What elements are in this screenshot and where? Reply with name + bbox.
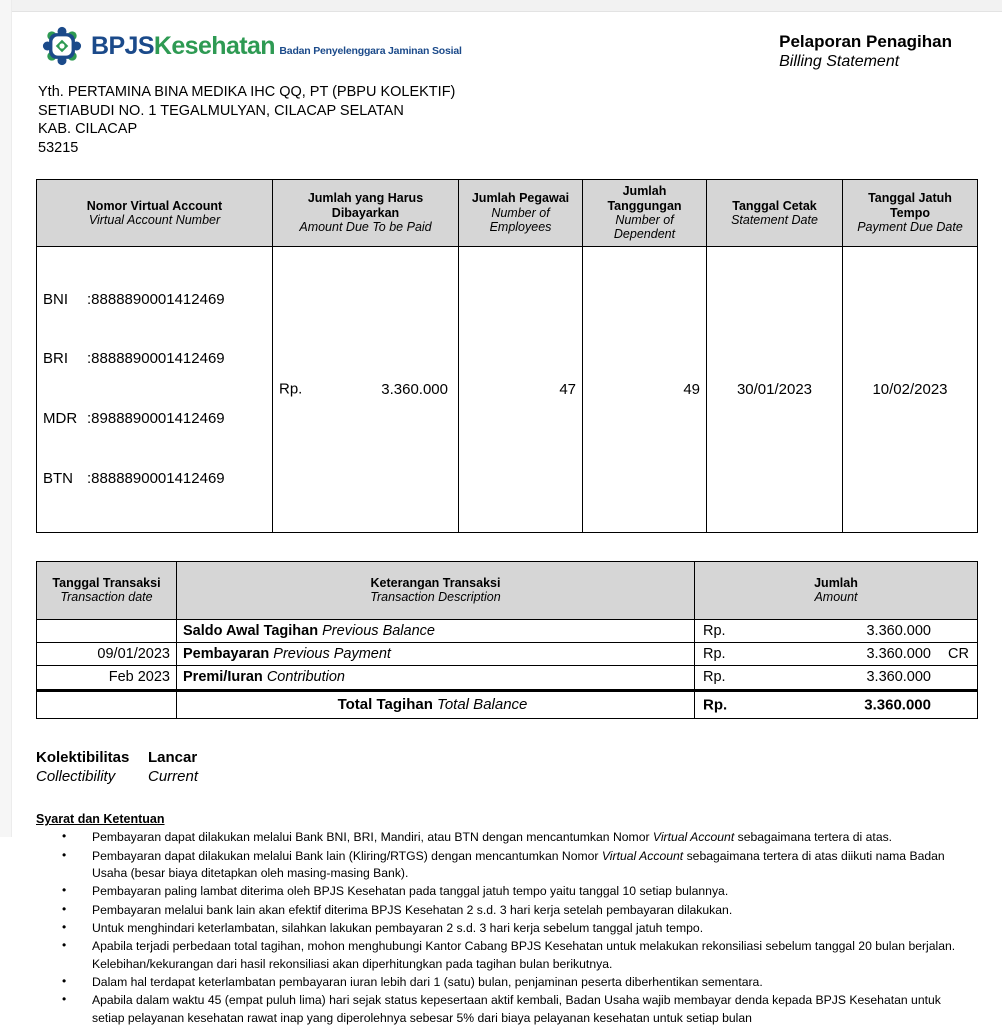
collectibility-id-row bbox=[36, 749, 974, 768]
col-transaction-description-id: Keterangan Transaksi bbox=[370, 575, 501, 590]
col-transaction-date bbox=[37, 561, 177, 619]
col-payment-due-date bbox=[843, 180, 978, 247]
collectibility-value-id: Lancar bbox=[148, 748, 198, 766]
terms-item-italic: Virtual Account bbox=[601, 848, 684, 863]
collectibility-en-row bbox=[36, 768, 974, 787]
va-number: :8888890001412469 bbox=[87, 470, 225, 487]
bpjs-name-part1: BPJS bbox=[91, 31, 154, 60]
transaction-table bbox=[36, 561, 978, 719]
col-statement-date-en: Statement Date bbox=[731, 212, 818, 227]
payment-due-date-value: 10/02/2023 bbox=[843, 246, 978, 532]
transaction-amount: 3.360.000 bbox=[866, 622, 931, 639]
col-transaction-amount bbox=[695, 561, 978, 619]
total-label bbox=[177, 690, 695, 718]
transaction-amount: 3.360.000 bbox=[866, 669, 931, 686]
col-statement-date bbox=[707, 180, 843, 247]
terms-item-pre: Apabila terjadi perbedaan total tagihan, mohon menghubungi Kantor Cabang BPJS Kesehatan untuk melakukan rekonsiliasi sebelum tanggal 20 bulan berjalan. Kelebihan/kekurangan dari hasil rekonsiliasi akan diperhitungkan pada tagihan bulan berikutnya. bbox=[92, 939, 956, 971]
bpjs-emblem-icon bbox=[42, 26, 82, 66]
col-transaction-date-id: Tanggal Transaksi bbox=[52, 575, 161, 590]
terms-item-pre: Pembayaran paling lambat diterima oleh BPJS Kesehatan pada tanggal jatuh tempo yaitu tanggal 10 setiap bulannya. bbox=[92, 884, 729, 899]
terms-item-italic: Virtual Account bbox=[652, 830, 735, 845]
col-amount-due-id: Jumlah yang Harus Dibayarkan bbox=[307, 191, 424, 220]
terms-item-post: sebagaimana tertera di atas. bbox=[734, 830, 893, 845]
virtual-account-item bbox=[43, 290, 266, 310]
terms-list bbox=[36, 829, 974, 1027]
va-bank-name: MDR bbox=[43, 410, 78, 428]
va-number: :8888890001412469 bbox=[87, 350, 225, 368]
collectibility-value-en: Current bbox=[148, 767, 199, 785]
transaction-row bbox=[37, 642, 978, 665]
transaction-date bbox=[37, 619, 177, 642]
col-amount-due bbox=[273, 180, 459, 247]
terms-item bbox=[62, 883, 974, 900]
col-amount-due-en: Amount Due To be Paid bbox=[299, 220, 432, 235]
addressee-line-4: 53215 bbox=[38, 139, 79, 156]
collectibility-label-id: Kolektibilitas bbox=[36, 748, 130, 766]
bpjs-name-part2: Kesehatan bbox=[153, 31, 275, 60]
col-number-of-employees-en: Number of Employees bbox=[489, 205, 552, 235]
virtual-account-list bbox=[43, 250, 266, 529]
terms-item-pre: Untuk menghindari keterlambatan, silahkan lakukan pembayaran 2 s.d. 3 hari kerja sebelum tanggal jatuh tempo. bbox=[92, 920, 704, 935]
terms-item-pre: Apabila dalam waktu 45 (empat puluh lima) hari sejak status kepesertaan aktif kembali, Badan Usaha wajib membayar denda kepada BPJS Kesehatan untuk setiap pelayanan kesehatan rawat inap yang diperolehnya sebesar 5% dari biaya pelayanan kesehatan untuk setiap bulan bbox=[92, 993, 941, 1025]
terms-item bbox=[62, 938, 974, 973]
terms-item bbox=[62, 992, 974, 1027]
transaction-description-id: Saldo Awal Tagihan bbox=[183, 622, 319, 639]
transaction-amount-cell bbox=[695, 619, 978, 642]
col-transaction-amount-en: Amount bbox=[814, 590, 858, 605]
col-transaction-date-en: Transaction date bbox=[60, 590, 153, 605]
terms-item bbox=[62, 920, 974, 937]
total-label-en: Total Balance bbox=[437, 696, 528, 714]
col-virtual-account-number-en: Virtual Account Number bbox=[88, 212, 221, 227]
summary-table-header-row bbox=[37, 180, 978, 247]
col-number-of-dependents bbox=[583, 180, 707, 247]
virtual-account-item bbox=[43, 349, 266, 369]
transaction-description-id: Pembayaran bbox=[183, 645, 270, 662]
transaction-description-en: Previous Balance bbox=[322, 622, 435, 639]
col-virtual-account-number bbox=[37, 180, 273, 247]
document-title-en: Billing Statement bbox=[779, 53, 900, 70]
transaction-row bbox=[37, 665, 978, 690]
document-title-block bbox=[779, 26, 974, 71]
transaction-description bbox=[177, 619, 695, 642]
transaction-currency: Rp. bbox=[703, 669, 726, 686]
transaction-table-header-row bbox=[37, 561, 978, 619]
va-bank-name: BNI bbox=[43, 290, 69, 308]
col-statement-date-id: Tanggal Cetak bbox=[732, 198, 817, 213]
virtual-account-list-cell bbox=[37, 246, 273, 532]
transaction-date: 09/01/2023 bbox=[37, 642, 177, 665]
transaction-currency: Rp. bbox=[703, 622, 726, 639]
col-number-of-dependents-id: Jumlah Tanggungan bbox=[607, 184, 682, 213]
document-title-id: Pelaporan Penagihan bbox=[779, 32, 952, 51]
transaction-amount: 3.360.000 bbox=[866, 645, 931, 662]
statement-date-value: 30/01/2023 bbox=[707, 246, 843, 532]
bpjs-name-line bbox=[91, 32, 275, 60]
amount-due-cell bbox=[273, 246, 459, 532]
terms-item-post: sebagaimana tertera di atas diikuti nama Badan Usaha (besar biaya ditetapkan oleh masing-masing Bank). bbox=[92, 848, 945, 880]
transaction-description bbox=[177, 665, 695, 690]
col-virtual-account-number-id: Nomor Virtual Account bbox=[86, 198, 223, 213]
col-number-of-employees bbox=[459, 180, 583, 247]
col-transaction-description bbox=[177, 561, 695, 619]
addressee-line-2: SETIABUDI NO. 1 TEGALMULYAN, CILACAP SELATAN bbox=[38, 102, 404, 119]
terms-title: Syarat dan Ketentuan bbox=[36, 812, 165, 827]
terms-item-pre: Pembayaran dapat dilakukan melalui Bank lain (Kliring/RTGS) dengan mencantumkan Nomor bbox=[92, 848, 602, 863]
va-bank-name: BTN bbox=[43, 470, 73, 487]
virtual-account-item bbox=[43, 409, 266, 429]
col-transaction-description-en: Transaction Description bbox=[370, 590, 501, 605]
total-label-id: Total Tagihan bbox=[337, 696, 433, 714]
va-number: :8888890001412469 bbox=[87, 290, 225, 308]
transaction-row bbox=[37, 619, 978, 642]
terms-item bbox=[62, 974, 974, 991]
number-of-employees-value: 47 bbox=[459, 246, 583, 532]
addressee-line-1: Yth. PERTAMINA BINA MEDIKA IHC QQ, PT (PBPU KOLEKTIF) bbox=[38, 84, 456, 100]
transaction-description-en: Previous Payment bbox=[273, 645, 391, 662]
terms-item bbox=[62, 829, 974, 846]
total-row-spacer bbox=[37, 690, 177, 718]
collectibility-label-en: Collectibility bbox=[36, 767, 116, 785]
terms-item-pre: Pembayaran melalui bank lain akan efektif diterima BPJS Kesehatan 2 s.d. 3 hari kerja setelah pembayaran dilakukan. bbox=[92, 902, 733, 917]
transaction-amount-cell bbox=[695, 665, 978, 690]
page-top-margin bbox=[0, 0, 1002, 12]
summary-table-data-row bbox=[37, 246, 978, 532]
transaction-currency: Rp. bbox=[703, 645, 726, 662]
transaction-credit-flag: CR bbox=[948, 645, 969, 662]
document-sheet bbox=[12, 12, 1002, 1028]
bpjs-brand bbox=[32, 26, 462, 66]
amount-due-currency: Rp. bbox=[279, 380, 303, 398]
transaction-description-en: Contribution bbox=[266, 668, 345, 685]
bpjs-wordmark bbox=[91, 31, 462, 60]
col-number-of-dependents-en: Number of Dependent bbox=[613, 212, 676, 242]
transaction-date: Feb 2023 bbox=[37, 665, 177, 690]
amount-due-value: 3.360.000 bbox=[381, 380, 448, 398]
col-number-of-employees-id: Jumlah Pegawai bbox=[471, 191, 570, 206]
transaction-description-id: Premi/Iuran bbox=[183, 668, 263, 685]
collectibility-block bbox=[32, 749, 974, 787]
terms-item-pre: Pembayaran dapat dilakukan melalui Bank BNI, BRI, Mandiri, atau BTN dengan mencantumkan Nomor bbox=[92, 830, 653, 845]
summary-table bbox=[36, 179, 978, 533]
terms-item-pre: Dalam hal terdapat keterlambatan pembayaran iuran lebih dari 1 (satu) bulan, penjaminan peserta diberhentikan sementara. bbox=[92, 974, 763, 989]
total-currency: Rp. bbox=[703, 696, 728, 714]
va-number: :8988890001412469 bbox=[87, 410, 225, 428]
col-payment-due-date-id: Tanggal Jatuh Tempo bbox=[868, 191, 952, 220]
transaction-description bbox=[177, 642, 695, 665]
terms-item bbox=[62, 848, 974, 883]
va-bank-name: BRI bbox=[43, 350, 69, 368]
virtual-account-item bbox=[43, 469, 266, 489]
transaction-amount-cell bbox=[695, 642, 978, 665]
addressee-block bbox=[32, 83, 974, 157]
total-amount: 3.360.000 bbox=[864, 696, 931, 714]
number-of-dependents-value: 49 bbox=[583, 246, 707, 532]
addressee-line-3: KAB. CILACAP bbox=[38, 121, 138, 138]
total-amount-cell bbox=[695, 690, 978, 718]
col-transaction-amount-id: Jumlah bbox=[814, 575, 858, 590]
bpjs-tagline: Badan Penyelenggara Jaminan Sosial bbox=[279, 44, 462, 57]
document-header bbox=[32, 26, 974, 71]
col-payment-due-date-en: Payment Due Date bbox=[857, 220, 963, 235]
terms-item bbox=[62, 902, 974, 919]
page-left-margin bbox=[0, 0, 12, 837]
terms-and-conditions bbox=[32, 812, 974, 1027]
transaction-total-row bbox=[37, 690, 978, 718]
